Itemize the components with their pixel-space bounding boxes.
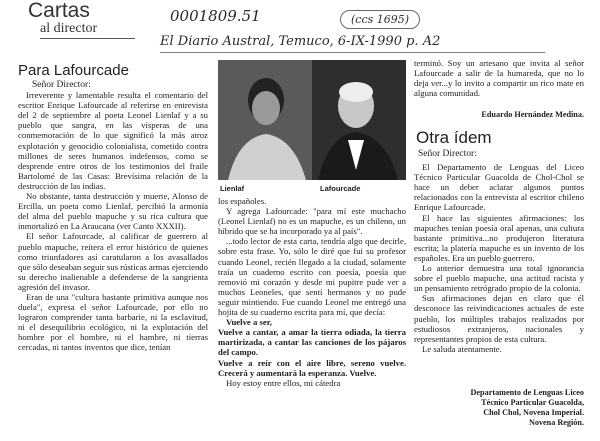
masthead-subtitle: al director [40, 21, 98, 36]
archive-code: 0001809.51 [170, 7, 261, 25]
masthead [28, 0, 143, 40]
letter1-paragraph: No obstante, tanta destrucción y muerte, Alonso de Ercilla, un poeta como Lienlaf, percibió la armonía del alma del pueblo mapuche y su rica cultura que inmortalizó en La Araucana (ver Canto XXXII). [18, 191, 208, 232]
letter2-title: Otra ídem [416, 128, 492, 147]
signature-line: Novena Región. [528, 418, 584, 427]
continued-paragraph: Hoy estoy entre ellos, mi cátedra [226, 377, 341, 388]
signature-line: Técnico Particular Guacolda, [481, 398, 584, 407]
letter2-paragraph: El hace las siguientes afirmaciones: los mapuches tenían poesía oral apenas, una cultura bastante primitiva...no produjeron literatura escrita; la platería mapuche es un invento de los españoles. Era un pueblo guerrero. [414, 212, 584, 263]
masthead-rule [40, 38, 135, 39]
letter1-title: Para Lafourcade [18, 62, 129, 79]
source-note: El Diario Austral, Temuco, 6-IX-1990 p. A2 [160, 34, 441, 49]
circled-code-text: (ccs 1695) [351, 13, 410, 26]
letter1-signature: Eduardo Hernández Medina. [481, 110, 584, 119]
poem-line: Vuelve a reír con el aire libre, sereno vuelve. Crecerá y aumentará la esperanza. Vuelve. [218, 357, 406, 378]
continued-paragraph: Y agrega Lafourcade: "para mí este muchacho (Leonel Lienlaf) no es un mapuche, es un chileno, un híbrido que se ha incorporado ya al país". [218, 206, 406, 237]
continued-paragraph: los españoles. [218, 196, 267, 206]
letter2-paragraph: Lo anterior demuestra una total ignorancia sobre el pueblo mapuche, una actitud racista y un pensamiento retrógrado propio de la colonia. [414, 263, 584, 294]
photo [218, 60, 406, 180]
source-underline [160, 52, 545, 53]
end-paragraph: terminó. Soy un artesano que invita al señor Lafourcade a salir de la humareda, que no lo deja ver...y lo invito a compartir un rico mate en alguna comunidad. [414, 58, 584, 99]
photo-caption-right: Lafourcade [320, 184, 361, 193]
letter2-paragraph: El Departamento de Lenguas del Liceo Técnico Particular Guacolda de Chol-Chol se hace un deber aclarar algunos puntos relacionados con la entrevista al escritor chileno Enrique Lafourcade. [414, 162, 584, 213]
letter1-paragraph: Irreverente y lamentable resulta el comentario del escritor Enrique Lafourcade al referirse en entrevista del 2 de septiembre al poeta Leonel Lienlaf y a su pueblo que sangra, en las vísperas de una conmemoración de lo que significó la más atroz explotación y genocidio colonialista, cometido contra millones de seres humanos indefensos, como se desprende entre otros de los testimonios del fraile Bartolomé de las Casas: Brevísima relación de la destrucción de las indias. [18, 90, 208, 191]
letter1-end-column [414, 58, 584, 98]
archive-circled-code [340, 10, 420, 29]
continued-paragraph: ...todo lector de esta carta, tendría algo que decirle, sobre esta frase. Yo, sólo le diré que fui su profesor cuando Leonel, recién llegado a la ciudad, solamente traía un cuaderno escrito con poesía, poesía que removió mi corazón y desde mi pupitre pude ver a muchos Leoneles, que sentí hermanos y no pude seguir mintiendo. Fue cuando Leonel me entregó una hojita de su cuaderno escrita para mí, que decía: [218, 236, 406, 318]
poem-line: Vuelve a ser, [226, 317, 272, 328]
letter2-salutation: Señor Director: [418, 149, 477, 159]
letter1-continued-column [218, 196, 406, 388]
signature-line: Chol Chol, Novena Imperial. [483, 408, 584, 417]
letter1-paragraph: Eran de una "cultura bastante primitiva aunque nos duela", expresa el señor Lafourcade, por ello no lograron comprender tanta barbarie, ni la esclavitud, ni el desequilibrio ecológico, ni la explotación del hombre por el hombre, ni el hambre, ni tierras cercadas, ni tantos inventos que dice, tenían [18, 291, 208, 353]
signature-line: Departamento de Lenguas Liceo [470, 388, 584, 397]
letter2-column [414, 149, 584, 354]
masthead-title: Cartas [28, 0, 90, 22]
photo-image [218, 60, 406, 180]
letter2-paragraph: Le saluda atentamente. [422, 343, 502, 354]
letter2-signature [414, 388, 584, 428]
letter1-paragraph: El señor Lafourcade, al calificar de guerrero al pueblo mapuche, reitera el error histórico de quienes como triunfadores así caratularon a los avasallados que sólo deseaban seguir sus rústicas armas ejerciendo su derecho inalienable a defenderse de la sangrienta agresión del invasor. [18, 231, 208, 292]
letter1-salutation: Señor Director: [32, 80, 91, 90]
letter1-column [18, 80, 208, 353]
poem-line: Vuelve a cantar, a amar la tierra odiada, la tierra martirizada, a cantar las canciones de los pájaros del campo. [218, 327, 406, 358]
letter2-paragraph: Sus afirmaciones dejan en claro que él desconoce las reivindicaciones actuales de este pueblo, los múltiples trabajos realizados por estudiosos extranjeros, nacionales y representantes propios de esta cultura. [414, 293, 584, 344]
photo-caption-left: Lienlaf [220, 184, 245, 193]
